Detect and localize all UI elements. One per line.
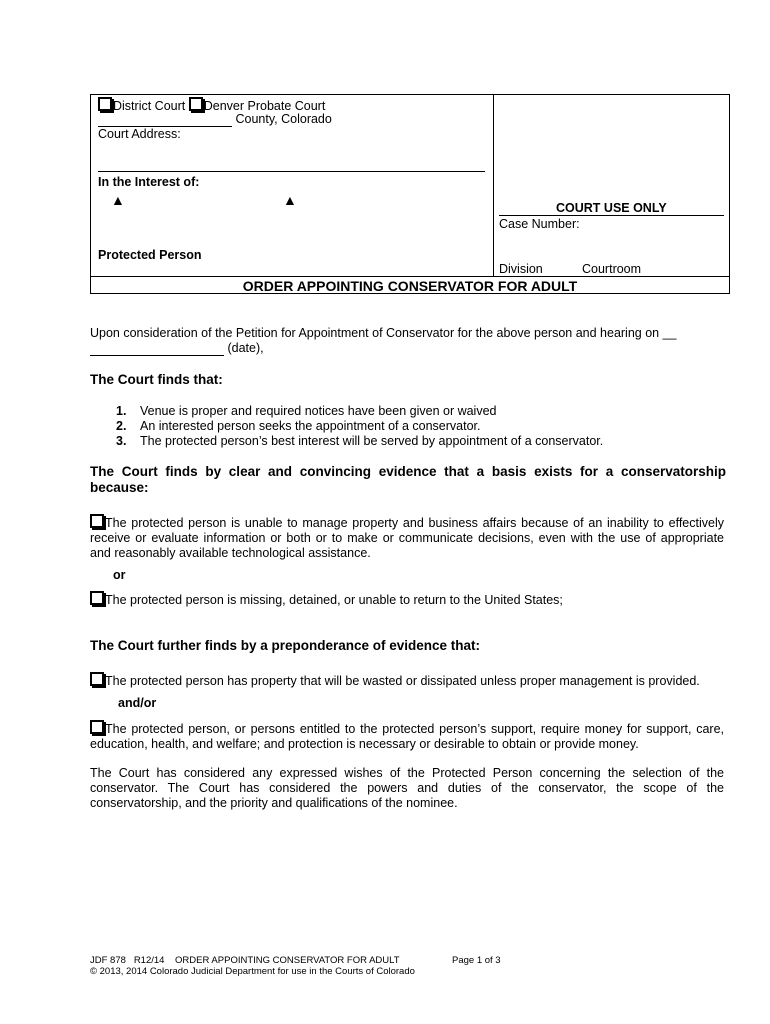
district-court-checkbox[interactable] [98, 97, 112, 111]
date-suffix: (date), [227, 341, 264, 355]
basis-option-1-line-1: The protected person is unable to manage property and business affairs because of an inability to effectively [105, 516, 724, 530]
protected-person-label: Protected Person [98, 248, 202, 262]
or-label: or [113, 568, 126, 582]
court-use-panel [494, 95, 729, 276]
missing-person-checkbox[interactable] [90, 591, 104, 605]
basis-option-2 [90, 591, 563, 608]
findings-list [116, 404, 603, 449]
court-use-only-label: COURT USE ONLY [556, 201, 667, 215]
finding-text: Venue is proper and required notices have been given or waived [140, 404, 497, 418]
incapacity-checkbox[interactable] [90, 514, 104, 528]
district-court-label: District Court [113, 99, 186, 113]
further-option-2 [90, 720, 724, 752]
probate-court-label: Denver Probate Court [203, 99, 326, 113]
further-option-2-line-1: The protected person, or persons entitled to the protected person’s support, require money for support, care, [105, 722, 724, 736]
courtroom-label: Courtroom [582, 262, 642, 276]
caption-left-panel [91, 95, 494, 276]
basis-option-1-line-2: receive or evaluate information or both or to make or communicate decisions, even with the use of appropriate [90, 531, 724, 545]
basis-option-1-line-3: and reasonably available technological assistance. [90, 546, 371, 560]
finding-item [116, 434, 603, 449]
probate-court-checkbox[interactable] [189, 97, 203, 111]
finding-number: 2. [116, 419, 127, 433]
case-number-label: Case Number: [499, 217, 580, 231]
further-option-1-text: The protected person has property that will be wasted or dissipated unless proper management is provided. [105, 674, 700, 688]
basis-option-1 [90, 514, 724, 561]
basis-heading-line-1: The Court finds by clear and convincing evidence that a basis exists for a conservatorship [90, 464, 726, 479]
caption-box [90, 94, 730, 294]
property-wasted-checkbox[interactable] [90, 672, 104, 686]
intro-line-2 [90, 341, 264, 356]
footer-form-id: JDF 878 R12/14 ORDER APPOINTING CONSERVATOR FOR ADULT [90, 955, 400, 966]
footer-page-number: Page 1 of 3 [452, 955, 501, 966]
considered-line-1: The Court has considered any expressed wishes of the Protected Person concerning the selection of the [90, 766, 724, 780]
further-heading: The Court further finds by a preponderance of evidence that: [90, 638, 481, 653]
basis-option-2-text: The protected person is missing, detained, or unable to return to the United States; [105, 593, 563, 607]
county-row [98, 112, 332, 127]
right-marker-icon: ▲ [283, 192, 297, 208]
support-money-checkbox[interactable] [90, 720, 104, 734]
finding-item [116, 404, 603, 419]
court-address-input[interactable] [98, 158, 485, 172]
hearing-date-input[interactable] [90, 342, 224, 356]
intro-line-1: Upon consideration of the Petition for Appointment of Conservator for the above person and hearing on __ [90, 326, 677, 340]
and-or-label: and/or [118, 696, 157, 710]
in-the-interest-label: In the Interest of: [98, 175, 200, 189]
finding-item [116, 419, 603, 434]
court-use-divider [499, 215, 724, 216]
document-title: ORDER APPOINTING CONSERVATOR FOR ADULT [91, 276, 729, 295]
division-label: Division [499, 262, 543, 276]
left-marker-icon: ▲ [111, 192, 125, 208]
county-suffix: County, Colorado [235, 112, 332, 126]
considered-paragraph [90, 766, 724, 811]
considered-line-3: conservatorship, and the priority and qualifications of the nominee. [90, 796, 458, 810]
finding-text: An interested person seeks the appointment of a conservator. [140, 419, 481, 433]
court-address-label: Court Address: [98, 127, 181, 141]
basis-heading-line-2: because: [90, 480, 149, 495]
further-option-1 [90, 672, 700, 689]
finding-number: 1. [116, 404, 127, 418]
finding-text: The protected person’s best interest will be served by appointment of a conservator. [140, 434, 604, 448]
considered-line-2: conservator. The Court has considered the powers and duties of the conservator, the scope of the [90, 781, 724, 795]
county-input[interactable] [98, 113, 232, 127]
finding-number: 3. [116, 434, 127, 448]
footer-copyright: © 2013, 2014 Colorado Judicial Department for use in the Courts of Colorado [90, 966, 415, 977]
further-option-2-line-2: education, health, and welfare; and protection is necessary or desirable to obtain or provide money. [90, 737, 639, 751]
findings-heading: The Court finds that: [90, 372, 223, 387]
